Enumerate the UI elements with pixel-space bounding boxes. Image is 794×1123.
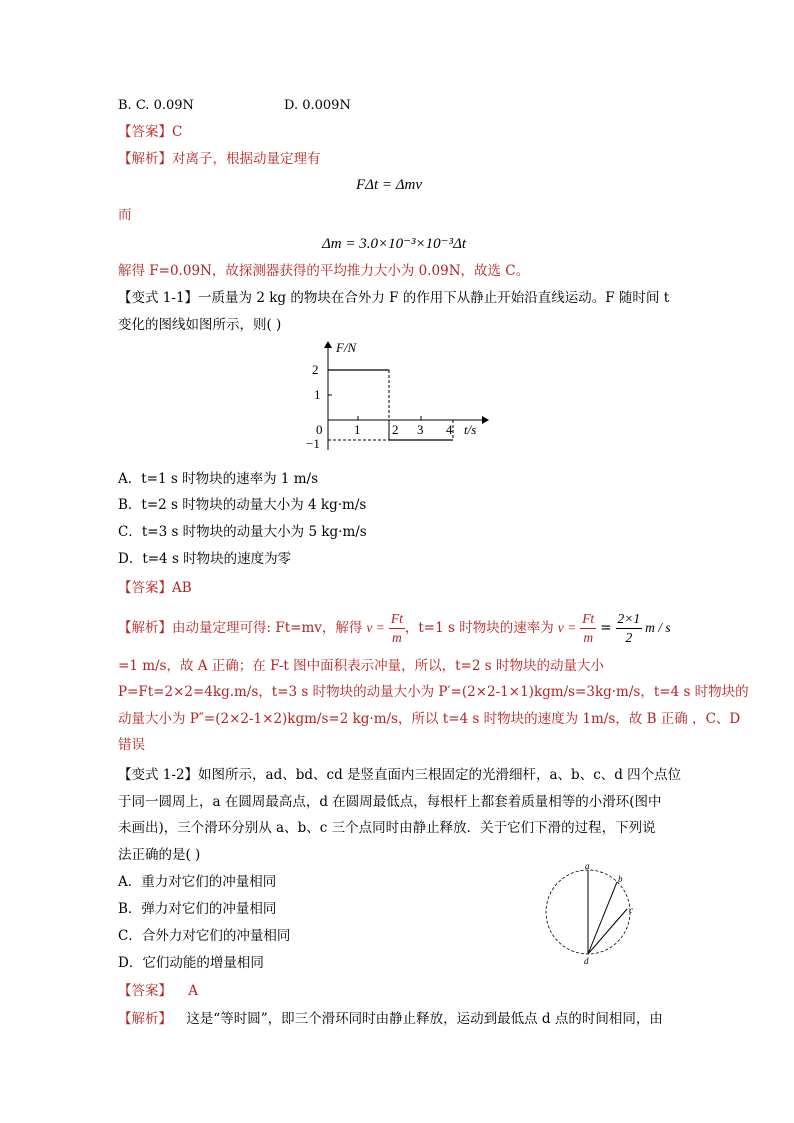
equation-impulse: FΔt = Δmv xyxy=(356,177,423,193)
label-a: a xyxy=(585,862,590,871)
option-bc: B. C. 0.09N xyxy=(118,98,194,113)
v-symbol-2: v = xyxy=(557,620,577,635)
x-tick-1: 1 xyxy=(354,422,361,437)
y-tick-2: 2 xyxy=(312,362,319,377)
equation-mass: Δm = 3.0×10⁻³×10⁻³Δt xyxy=(322,236,467,252)
y-tick-1: 1 xyxy=(314,387,321,402)
q2-stem-1: 【变式 1-2】如图所示，ad、bd、cd 是竖直面内三根固定的光滑细杆，a、b、c、d 四个点位 xyxy=(118,767,682,783)
q1-analysis-1: 【解析】由动量定理可得: Ft=mv，解得 v = $\frac{Ft}{m}$ ，t=1 s 时物块的速率为 v = $\frac{Ft}{m}$ = $\frac{2\times 1}{2}$ m / s xyxy=(118,610,671,645)
answer-q2-label: 【答案】 xyxy=(118,983,172,999)
analysis-q2-label: 【解析】 xyxy=(118,1011,172,1027)
y-axis-label: F/N xyxy=(336,340,357,355)
q2-stem-3: 未画出)，三个滑环分别从 a、b、c 三个点同时由静止释放．关于它们下滑的过程，下列说 xyxy=(118,820,656,836)
fraction-ft-m-2: $\frac{Ft}{m}$ xyxy=(582,610,595,645)
q1-analysis-1a: 【解析】由动量定理可得: Ft=mv，解得 xyxy=(118,620,363,636)
analysis-q0-head: 【解析】对离子，根据动量定理有 xyxy=(118,151,321,167)
q1-option-b: B．t=2 s 时物块的动量大小为 4 kg·m/s xyxy=(118,497,367,513)
q2-option-c: C．合外力对它们的冲量相同 xyxy=(118,928,291,944)
q1-analysis-4: 动量大小为 P″=(2×2-1×2)kgm/s=2 kg·m/s，所以 t=4 s 时物块的速度为 1m/s，故 B 正确 ，C、D xyxy=(118,711,741,727)
rod-cd xyxy=(588,909,627,954)
analysis-q2-text: 这是“等时圆”，即三个滑环同时由静止释放，运动到最低点 d 点的时间相同，由 xyxy=(186,1011,663,1027)
label-b: b xyxy=(618,874,623,884)
v-symbol-1: v = xyxy=(366,620,385,635)
q1-analysis-1b: ，t=1 s 时物块的速率为 xyxy=(404,620,554,636)
answer-q0: 【答案】C xyxy=(118,124,183,140)
x-tick-4: 4 xyxy=(446,422,453,437)
q1-stem-2: 变化的图线如图所示，则( ) xyxy=(118,317,282,333)
q1-analysis-3: P=Ft=2×2=4kg.m/s，t=3 s 时物块的动量大小为 P′=(2×2-1×1)kgm/s=3kg·m/s，t=4 s 时物块的 xyxy=(118,684,749,700)
q1-analysis-2: =1 m/s，故 A 正确；在 F-t 图中面积表示冲量，所以，t=2 s 时物块的动量大小 xyxy=(118,658,604,674)
circle-diagram xyxy=(542,862,642,966)
text-er: 而 xyxy=(118,207,132,223)
answer-q1: 【答案】AB xyxy=(118,580,192,596)
answer-q2 xyxy=(118,981,198,1001)
q2-option-b: B．弹力对它们的冲量相同 xyxy=(118,901,277,917)
x-axis-label: t/s xyxy=(464,422,477,437)
q1-stem-1: 【变式 1-1】一质量为 2 kg 的物块在合外力 F 的作用下从静止开始沿直线运动。F 随时间 t xyxy=(118,290,670,306)
label-d: d xyxy=(584,956,589,966)
q1-option-d: D．t=4 s 时物块的速度为零 xyxy=(118,551,292,567)
x-tick-2: 2 xyxy=(392,422,399,437)
answer-q2-value: A xyxy=(188,983,199,999)
q1-analysis-5: 错误 xyxy=(118,737,145,753)
origin-label: 0 xyxy=(316,422,323,437)
q2-stem-2: 于同一圆周上，a 在圆周最高点，d 在圆周最低点，每根杆上都套着质量相等的小滑环(图中 xyxy=(118,794,662,810)
q1-option-c: C．t=3 s 时物块的动量大小为 5 kg·m/s xyxy=(118,524,367,540)
conclusion-q0: 解得 F=0.09N，故探测器获得的平均推力大小为 0.09N，故选 C。 xyxy=(118,263,530,279)
option-d: D. 0.009N xyxy=(284,98,351,113)
q2-option-d: D．它们动能的增量相同 xyxy=(118,955,264,971)
force-time-graph xyxy=(300,338,500,458)
fraction-2x1-2: $\frac{2\times 1}{2}$ xyxy=(617,610,641,645)
q2-stem-4: 法正确的是( ) xyxy=(118,847,201,863)
unit-ms: m / s xyxy=(645,620,671,635)
label-c: c xyxy=(629,905,633,915)
y-tick-m1: −1 xyxy=(306,436,320,451)
q1-option-a: A．t=1 s 时物块的速率为 1 m/s xyxy=(118,471,319,487)
q2-option-a: A．重力对它们的冲量相同 xyxy=(118,874,277,890)
x-tick-3: 3 xyxy=(417,422,424,437)
fraction-ft-m: $\frac{Ft}{m}$ xyxy=(390,610,403,645)
analysis-q2 xyxy=(118,1009,663,1029)
rod-bd xyxy=(588,882,617,954)
